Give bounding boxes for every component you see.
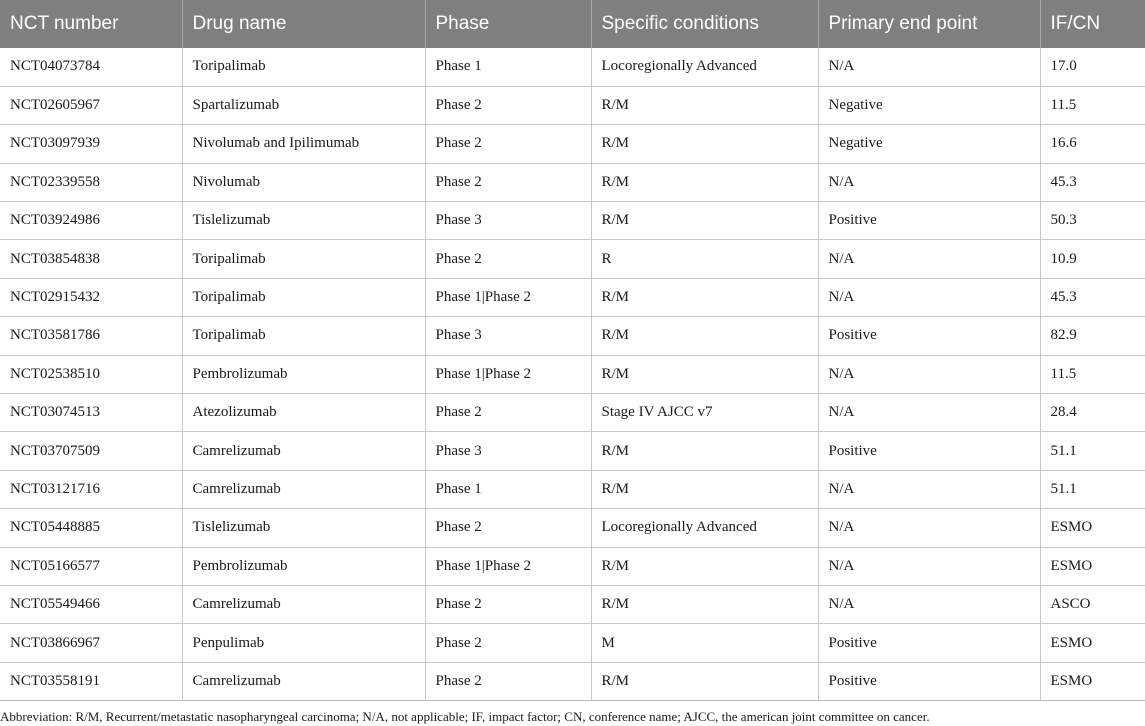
cell-specific-conditions: M (591, 624, 818, 662)
cell-drug-name: Toripalimab (182, 48, 425, 86)
cell-specific-conditions: R/M (591, 202, 818, 240)
cell-specific-conditions: R/M (591, 163, 818, 201)
cell-drug-name: Camrelizumab (182, 585, 425, 623)
cell-phase: Phase 3 (425, 317, 591, 355)
header-phase: Phase (425, 0, 591, 48)
cell-nct-number: NCT02915432 (0, 278, 182, 316)
cell-primary-end-point: Positive (818, 317, 1040, 355)
cell-specific-conditions: R/M (591, 470, 818, 508)
cell-if-cn: 28.4 (1040, 394, 1145, 432)
cell-specific-conditions: R/M (591, 278, 818, 316)
table-row (0, 547, 1145, 585)
table-row (0, 317, 1145, 355)
cell-nct-number: NCT02339558 (0, 163, 182, 201)
cell-if-cn: 11.5 (1040, 355, 1145, 393)
cell-if-cn: 11.5 (1040, 86, 1145, 124)
cell-specific-conditions: Stage IV AJCC v7 (591, 394, 818, 432)
header-if-cn: IF/CN (1040, 0, 1145, 48)
cell-drug-name: Camrelizumab (182, 470, 425, 508)
cell-primary-end-point: N/A (818, 547, 1040, 585)
cell-if-cn: 17.0 (1040, 48, 1145, 86)
table-row (0, 48, 1145, 86)
cell-specific-conditions: R/M (591, 585, 818, 623)
cell-nct-number: NCT03074513 (0, 394, 182, 432)
cell-primary-end-point: N/A (818, 585, 1040, 623)
cell-phase: Phase 3 (425, 202, 591, 240)
cell-drug-name: Camrelizumab (182, 662, 425, 700)
cell-if-cn: 10.9 (1040, 240, 1145, 278)
cell-primary-end-point: Negative (818, 86, 1040, 124)
cell-drug-name: Camrelizumab (182, 432, 425, 470)
cell-primary-end-point: N/A (818, 48, 1040, 86)
cell-specific-conditions: Locoregionally Advanced (591, 509, 818, 547)
cell-drug-name: Tislelizumab (182, 202, 425, 240)
header-specific-conditions: Specific conditions (591, 0, 818, 48)
cell-phase: Phase 2 (425, 509, 591, 547)
table-row (0, 432, 1145, 470)
cell-if-cn: ASCO (1040, 585, 1145, 623)
cell-nct-number: NCT03924986 (0, 202, 182, 240)
table-row (0, 394, 1145, 432)
cell-nct-number: NCT03707509 (0, 432, 182, 470)
cell-phase: Phase 2 (425, 240, 591, 278)
cell-drug-name: Spartalizumab (182, 86, 425, 124)
cell-drug-name: Pembrolizumab (182, 547, 425, 585)
table-row (0, 585, 1145, 623)
cell-primary-end-point: N/A (818, 509, 1040, 547)
cell-nct-number: NCT03581786 (0, 317, 182, 355)
cell-phase: Phase 2 (425, 662, 591, 700)
header-drug-name: Drug name (182, 0, 425, 48)
cell-phase: Phase 3 (425, 432, 591, 470)
cell-if-cn: 45.3 (1040, 163, 1145, 201)
cell-nct-number: NCT03097939 (0, 125, 182, 163)
cell-if-cn: ESMO (1040, 547, 1145, 585)
cell-primary-end-point: Positive (818, 432, 1040, 470)
cell-drug-name: Nivolumab (182, 163, 425, 201)
cell-specific-conditions: R (591, 240, 818, 278)
cell-if-cn: ESMO (1040, 624, 1145, 662)
cell-primary-end-point: N/A (818, 278, 1040, 316)
cell-nct-number: NCT03121716 (0, 470, 182, 508)
cell-if-cn: 51.1 (1040, 470, 1145, 508)
cell-primary-end-point: N/A (818, 355, 1040, 393)
table-row (0, 470, 1145, 508)
table-header (0, 0, 1145, 48)
cell-nct-number: NCT02538510 (0, 355, 182, 393)
table-row (0, 163, 1145, 201)
table-row (0, 125, 1145, 163)
cell-if-cn: 50.3 (1040, 202, 1145, 240)
header-row (0, 0, 1145, 48)
cell-phase: Phase 1 (425, 48, 591, 86)
table-row (0, 202, 1145, 240)
cell-specific-conditions: R/M (591, 432, 818, 470)
cell-primary-end-point: N/A (818, 394, 1040, 432)
cell-if-cn: 51.1 (1040, 432, 1145, 470)
table-row (0, 624, 1145, 662)
cell-specific-conditions: R/M (591, 662, 818, 700)
cell-drug-name: Toripalimab (182, 278, 425, 316)
cell-if-cn: ESMO (1040, 509, 1145, 547)
header-primary-end-point: Primary end point (818, 0, 1040, 48)
cell-phase: Phase 2 (425, 394, 591, 432)
cell-phase: Phase 2 (425, 585, 591, 623)
cell-primary-end-point: N/A (818, 240, 1040, 278)
cell-nct-number: NCT02605967 (0, 86, 182, 124)
cell-drug-name: Toripalimab (182, 317, 425, 355)
cell-specific-conditions: R/M (591, 355, 818, 393)
cell-drug-name: Tislelizumab (182, 509, 425, 547)
table-row (0, 86, 1145, 124)
cell-if-cn: 16.6 (1040, 125, 1145, 163)
cell-drug-name: Pembrolizumab (182, 355, 425, 393)
cell-primary-end-point: N/A (818, 470, 1040, 508)
cell-nct-number: NCT05448885 (0, 509, 182, 547)
table-row (0, 509, 1145, 547)
cell-phase: Phase 1 (425, 470, 591, 508)
cell-phase: Phase 2 (425, 624, 591, 662)
cell-phase: Phase 2 (425, 86, 591, 124)
table-row (0, 355, 1145, 393)
cell-nct-number: NCT03866967 (0, 624, 182, 662)
cell-nct-number: NCT05549466 (0, 585, 182, 623)
table-row (0, 662, 1145, 700)
cell-specific-conditions: R/M (591, 86, 818, 124)
cell-if-cn: 82.9 (1040, 317, 1145, 355)
cell-phase: Phase 1|Phase 2 (425, 547, 591, 585)
cell-primary-end-point: Positive (818, 624, 1040, 662)
cell-primary-end-point: Positive (818, 662, 1040, 700)
cell-nct-number: NCT03854838 (0, 240, 182, 278)
cell-primary-end-point: Negative (818, 125, 1040, 163)
cell-nct-number: NCT04073784 (0, 48, 182, 86)
table-row (0, 278, 1145, 316)
header-nct-number: NCT number (0, 0, 182, 48)
cell-specific-conditions: R/M (591, 547, 818, 585)
table-row (0, 240, 1145, 278)
cell-if-cn: 45.3 (1040, 278, 1145, 316)
cell-phase: Phase 2 (425, 125, 591, 163)
cell-drug-name: Toripalimab (182, 240, 425, 278)
cell-drug-name: Nivolumab and Ipilimumab (182, 125, 425, 163)
cell-phase: Phase 1|Phase 2 (425, 278, 591, 316)
cell-specific-conditions: R/M (591, 317, 818, 355)
cell-primary-end-point: Positive (818, 202, 1040, 240)
cell-drug-name: Penpulimab (182, 624, 425, 662)
cell-if-cn: ESMO (1040, 662, 1145, 700)
cell-phase: Phase 2 (425, 163, 591, 201)
cell-nct-number: NCT05166577 (0, 547, 182, 585)
cell-specific-conditions: R/M (591, 125, 818, 163)
cell-drug-name: Atezolizumab (182, 394, 425, 432)
cell-nct-number: NCT03558191 (0, 662, 182, 700)
table-footnote: Abbreviation: R/M, Recurrent/metastatic nasopharyngeal carcinoma; N/A, not applicable; IF, impact factor; CN, conference name; AJCC, the american joint committee on cancer. (0, 709, 930, 724)
cell-primary-end-point: N/A (818, 163, 1040, 201)
cell-phase: Phase 1|Phase 2 (425, 355, 591, 393)
cell-specific-conditions: Locoregionally Advanced (591, 48, 818, 86)
table-body (0, 48, 1145, 701)
